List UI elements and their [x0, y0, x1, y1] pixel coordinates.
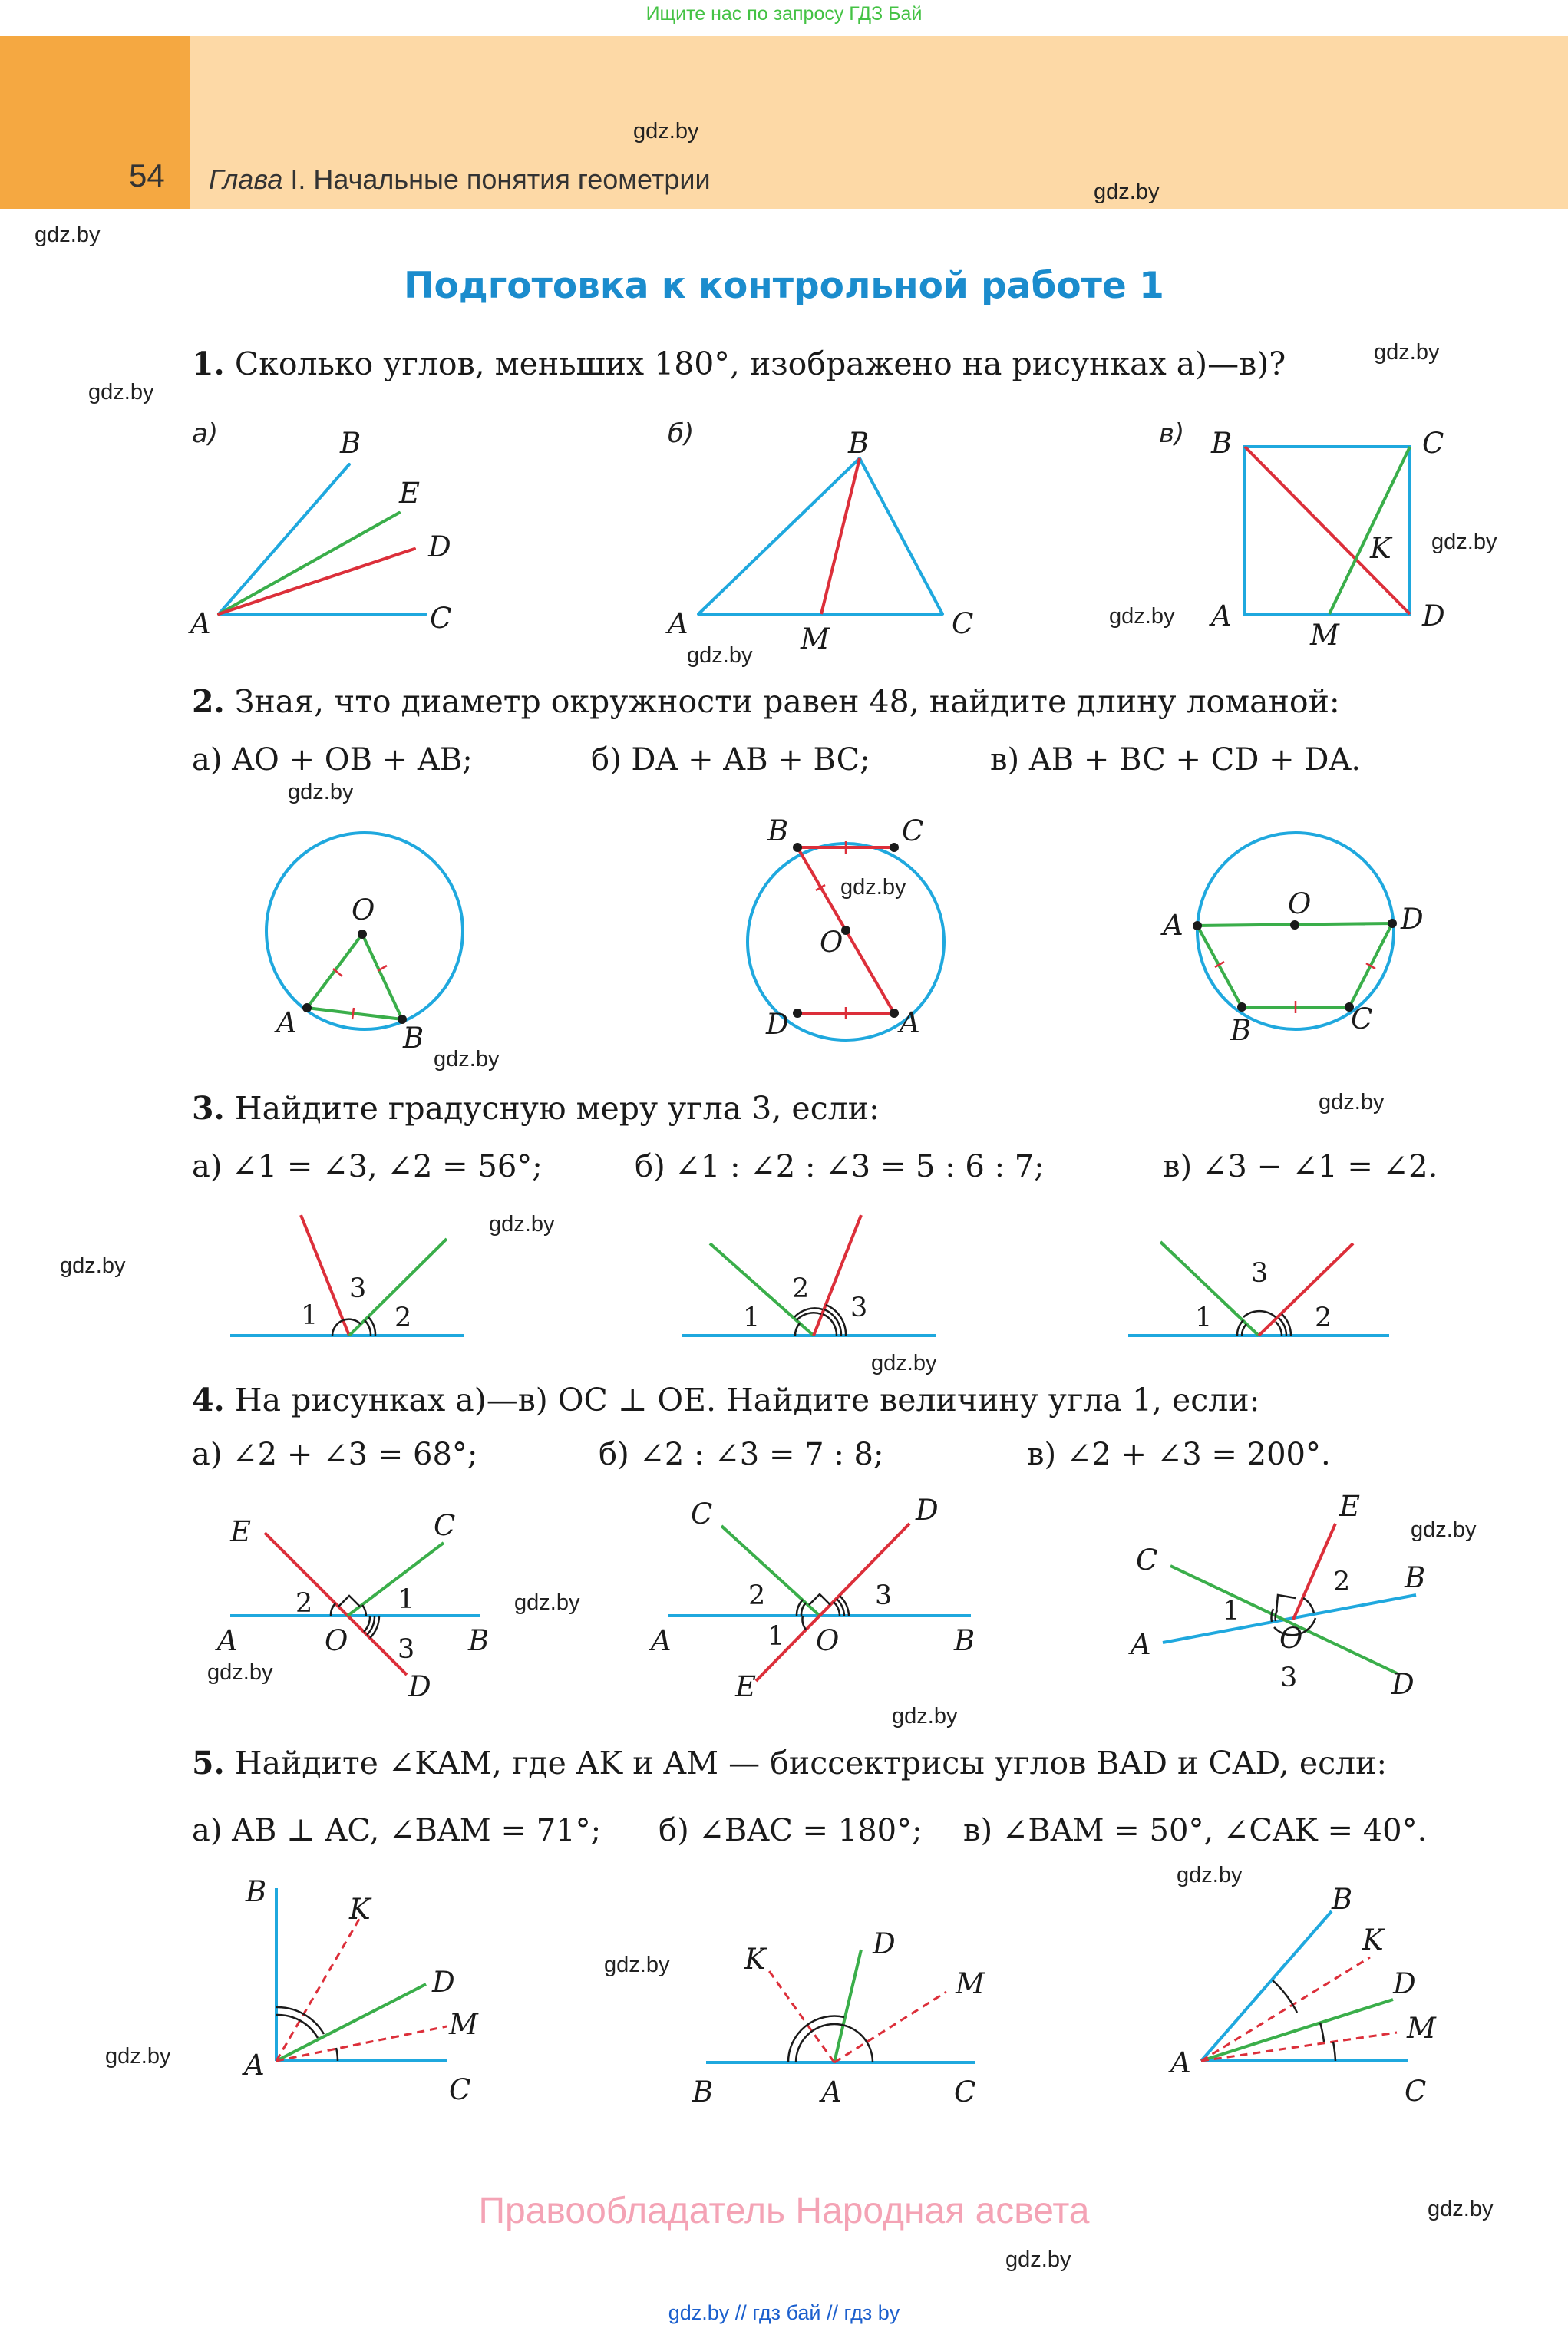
angle-arc: [788, 2016, 873, 2062]
angle-arc: [1273, 1980, 1297, 2013]
point-dot: [1388, 919, 1397, 928]
footer-links[interactable]: gdz.by // гдз бай // гдз by: [668, 2301, 900, 2324]
watermark: gdz.by: [892, 1704, 958, 1729]
fig-2c: [1197, 833, 1394, 1029]
watermark: gdz.by: [489, 1212, 555, 1237]
fig-1a: [219, 464, 426, 614]
point-label: B: [468, 1624, 490, 1657]
point-label: A: [821, 2075, 842, 2108]
point-label: O: [1279, 1622, 1303, 1655]
task-3: [192, 1090, 880, 1127]
fig-1b: [698, 458, 942, 614]
section-title: Подготовка к контрольной работе 1: [404, 265, 1164, 307]
circle: [1197, 833, 1394, 1029]
point-label: B: [954, 1624, 975, 1657]
point-dot: [890, 843, 899, 852]
point-label: O: [325, 1624, 348, 1657]
watermark: gdz.by: [687, 643, 753, 668]
angle-label: 2: [295, 1588, 313, 1619]
ray-OC: [348, 1543, 444, 1616]
angle-arc-2: [331, 1603, 335, 1616]
watermark: gdz.by: [514, 1590, 580, 1615]
task-5-condition-a: а) AB ⊥ AC, ∠BAM = 71°;: [192, 1813, 602, 1848]
task-4-condition-b: б) ∠2 : ∠3 = 7 : 8;: [599, 1437, 884, 1472]
point-label: D: [1391, 1668, 1415, 1701]
task-2: [192, 683, 1340, 720]
point-label: C: [430, 602, 452, 635]
ray-OE: [1293, 1524, 1335, 1620]
point-label: D: [432, 1966, 455, 1999]
watermark: gdz.by: [1109, 604, 1175, 629]
angle-arc: [1320, 2023, 1324, 2042]
figure-label: в): [1159, 418, 1185, 449]
task-3-condition-b: б) ∠1 : ∠2 : ∠3 = 5 : 6 : 7;: [635, 1149, 1045, 1184]
task-text: Найдите градусную меру угла 3, если:: [224, 1090, 880, 1127]
point-label: B: [246, 1875, 267, 1908]
point-label: C: [434, 1509, 456, 1542]
angle-label: 2: [1315, 1303, 1332, 1333]
point-label: A: [276, 1006, 297, 1039]
point-label: D: [766, 1008, 789, 1041]
task-3-condition-c: в) ∠3 − ∠1 = ∠2.: [1163, 1149, 1438, 1184]
task-2-condition-b: б) DA + AB + BC;: [591, 742, 870, 778]
chapter-name: I. Начальные понятия геометрии: [282, 163, 711, 195]
angle-arc: [276, 2007, 324, 2038]
fig-4a: [230, 1533, 480, 1675]
point-label: O: [820, 926, 843, 959]
point-label: M: [449, 2008, 478, 2041]
task-text: Сколько углов, меньших 180°, изображено на рисунках а)—в)?: [224, 345, 1286, 382]
task-text: На рисунках а)—в) OC ⊥ OE. Найдите величину угла 1, если:: [224, 1382, 1260, 1418]
line-CD: [1170, 1566, 1397, 1673]
point-label: D: [873, 1927, 896, 1960]
point-label: D: [1401, 903, 1424, 936]
angle-arc-1: [795, 1323, 800, 1336]
watermark: gdz.by: [1005, 2247, 1071, 2272]
watermark: gdz.by: [207, 1660, 273, 1685]
angle-label: 1: [1223, 1596, 1240, 1626]
task-3-condition-a: а) ∠1 = ∠3, ∠2 = 56°;: [192, 1149, 543, 1184]
point-label: C: [1422, 427, 1444, 460]
point-label: C: [691, 1498, 713, 1531]
angle-arc-1: [332, 1320, 343, 1336]
point-label: E: [1339, 1490, 1361, 1523]
point-label: C: [1405, 2075, 1427, 2108]
point-label: C: [902, 814, 924, 847]
angle-arc-1: [362, 1605, 366, 1616]
point-label: K: [1370, 532, 1391, 565]
point-label: D: [1422, 599, 1445, 632]
point-label: M: [1407, 2012, 1436, 2045]
point-label: O: [816, 1624, 840, 1657]
task-text: Зная, что диаметр окружности равен 48, найдите длину ломаной:: [224, 683, 1340, 720]
task-4: [192, 1382, 1259, 1418]
watermark: gdz.by: [1431, 530, 1497, 554]
point-label: A: [900, 1006, 920, 1039]
point-dot: [302, 1003, 312, 1012]
task-number: 5.: [192, 1745, 225, 1782]
segment-CM: [1329, 447, 1410, 614]
watermark: gdz.by: [60, 1253, 126, 1278]
task-2-condition-c: в) AB + BC + CD + DA.: [990, 742, 1362, 778]
angle-label: 1: [398, 1584, 415, 1615]
ray-OC: [721, 1526, 820, 1616]
watermark: gdz.by: [288, 780, 354, 804]
point-label: M: [1310, 619, 1339, 652]
task-2-condition-a: а) AO + OB + AB;: [192, 742, 473, 778]
point-dot: [1193, 921, 1202, 930]
angle-label: 3: [1251, 1258, 1269, 1289]
angle-arc-1: [802, 1616, 806, 1630]
point-label: A: [244, 2049, 265, 2082]
point-label: D: [408, 1670, 431, 1703]
watermark: gdz.by: [1374, 340, 1440, 365]
point-label: B: [1211, 427, 1233, 460]
chapter-word: Глава: [209, 163, 283, 195]
point-label: A: [1211, 599, 1232, 632]
angle-label: 1: [301, 1300, 319, 1331]
watermark: gdz.by: [633, 119, 699, 144]
figure-label: б): [668, 418, 695, 449]
point-label: B: [848, 427, 870, 460]
tick: [352, 1008, 354, 1019]
point-label: A: [651, 1624, 672, 1657]
point-label: A: [190, 607, 211, 640]
watermark: gdz.by: [105, 2044, 171, 2069]
watermark: gdz.by: [35, 223, 101, 247]
point-label: B: [1332, 1883, 1353, 1916]
task-text: Найдите ∠KAM, где AK и AM — биссектрисы углов BAD и CAD, если:: [224, 1745, 1388, 1782]
watermark: gdz.by: [88, 380, 154, 405]
watermark: gdz.by: [434, 1047, 500, 1072]
point-dot: [358, 930, 367, 939]
angle-label: 3: [850, 1293, 868, 1323]
watermark: gdz.by: [1319, 1090, 1385, 1115]
point-label: A: [1170, 2046, 1191, 2079]
point-label: A: [668, 607, 688, 640]
point-label: B: [403, 1022, 424, 1055]
segment-BD: [1245, 447, 1410, 614]
copyright-owner: Правообладатель Народная асвета: [478, 2191, 1090, 2231]
task-number: 2.: [192, 683, 225, 720]
watermark: gdz.by: [1177, 1863, 1243, 1887]
angle-arc-2: [1303, 1598, 1314, 1613]
task-5-condition-c: в) ∠BAM = 50°, ∠CAK = 40°.: [963, 1813, 1428, 1848]
right-angle-mark: [809, 1594, 830, 1605]
point-label: C: [449, 2073, 471, 2106]
watermark: gdz.by: [1094, 180, 1160, 204]
angle-label: 3: [349, 1273, 367, 1304]
point-label: B: [1405, 1561, 1426, 1594]
angle-label: 3: [875, 1580, 893, 1611]
watermark: gdz.by: [1411, 1517, 1477, 1542]
watermark: gdz.by: [840, 875, 906, 900]
task-number: 4.: [192, 1382, 225, 1418]
angle-label: 3: [398, 1634, 415, 1665]
polyline-ABCD: [1197, 923, 1392, 1007]
point-label: C: [1351, 1002, 1373, 1035]
point-label: D: [1393, 1967, 1416, 2000]
point-label: B: [1230, 1014, 1252, 1047]
point-label: B: [767, 814, 789, 847]
ray-red: [1259, 1243, 1353, 1336]
top-banner[interactable]: Ищите нас по запросу ГДЗ Бай: [645, 3, 923, 25]
task-number: 1.: [192, 345, 225, 382]
task-4-condition-c: в) ∠2 + ∠3 = 200°.: [1027, 1437, 1331, 1472]
point-label: C: [952, 607, 974, 640]
angle-label: 3: [1280, 1663, 1298, 1693]
point-label: A: [1163, 909, 1183, 942]
watermark: gdz.by: [1428, 2197, 1494, 2221]
point-label: C: [1136, 1544, 1158, 1577]
task-5-condition-b: б) ∠BAC = 180°;: [659, 1813, 923, 1848]
point-label: O: [352, 893, 375, 926]
point-label: A: [1131, 1628, 1151, 1661]
angle-label: 2: [394, 1303, 412, 1333]
angle-label: 2: [792, 1273, 810, 1304]
angle-arc-3: [1243, 1311, 1276, 1317]
task-number: 3.: [192, 1090, 225, 1127]
point-dot: [890, 1009, 899, 1018]
point-label: M: [956, 1967, 985, 2000]
ray-AK: [1201, 1957, 1370, 2061]
angle-arc: [1333, 2042, 1335, 2061]
point-dot: [1237, 1002, 1246, 1012]
angle-label: 2: [1333, 1567, 1351, 1597]
point-label: C: [954, 2075, 976, 2108]
fig-1c: [1245, 447, 1410, 614]
angle-label: 1: [767, 1621, 785, 1652]
figure-label: а): [192, 418, 219, 449]
angle-label: 1: [743, 1303, 761, 1333]
ray-AK: [767, 1969, 834, 2062]
point-label: D: [916, 1494, 939, 1527]
fig-3c: [1128, 1242, 1389, 1336]
angle-label: 2: [748, 1580, 766, 1611]
point-dot: [793, 1009, 802, 1018]
ray-AM: [276, 2026, 447, 2061]
point-label: K: [1362, 1924, 1384, 1957]
point-label: E: [230, 1515, 252, 1548]
ray-AM: [1201, 2033, 1397, 2061]
point-label: D: [428, 530, 451, 563]
point-label: E: [399, 477, 421, 510]
point-label: K: [349, 1893, 371, 1926]
point-dot: [793, 843, 802, 852]
point-label: O: [1288, 887, 1312, 920]
angle-arc: [336, 2048, 338, 2061]
right-angle-mark: [338, 1596, 360, 1607]
point-label: B: [340, 427, 361, 460]
point-dot: [1290, 920, 1299, 930]
task-5: [192, 1745, 1387, 1782]
angle-arc-2: [794, 1308, 823, 1320]
point-label: M: [801, 622, 830, 655]
point-label: B: [692, 2075, 714, 2108]
polyline-AOB: [307, 934, 402, 1019]
fig-4b: [668, 1524, 971, 1681]
right-angle-mark: [1276, 1595, 1296, 1612]
segment-BM: [821, 458, 860, 614]
page-number: 54: [129, 157, 165, 193]
task-4-condition-a: а) ∠2 + ∠3 = 68°;: [192, 1437, 478, 1472]
fig-3a: [230, 1215, 464, 1336]
ray-AD: [834, 1950, 861, 2062]
point-label: K: [744, 1943, 766, 1976]
watermark: gdz.by: [871, 1351, 937, 1375]
watermark: gdz.by: [604, 1953, 670, 1977]
point-label: A: [217, 1624, 238, 1657]
triangle-ABC: [698, 458, 942, 614]
point-label: E: [735, 1670, 757, 1703]
angle-label: 1: [1195, 1303, 1213, 1333]
angle-arc-3: [823, 1305, 846, 1336]
